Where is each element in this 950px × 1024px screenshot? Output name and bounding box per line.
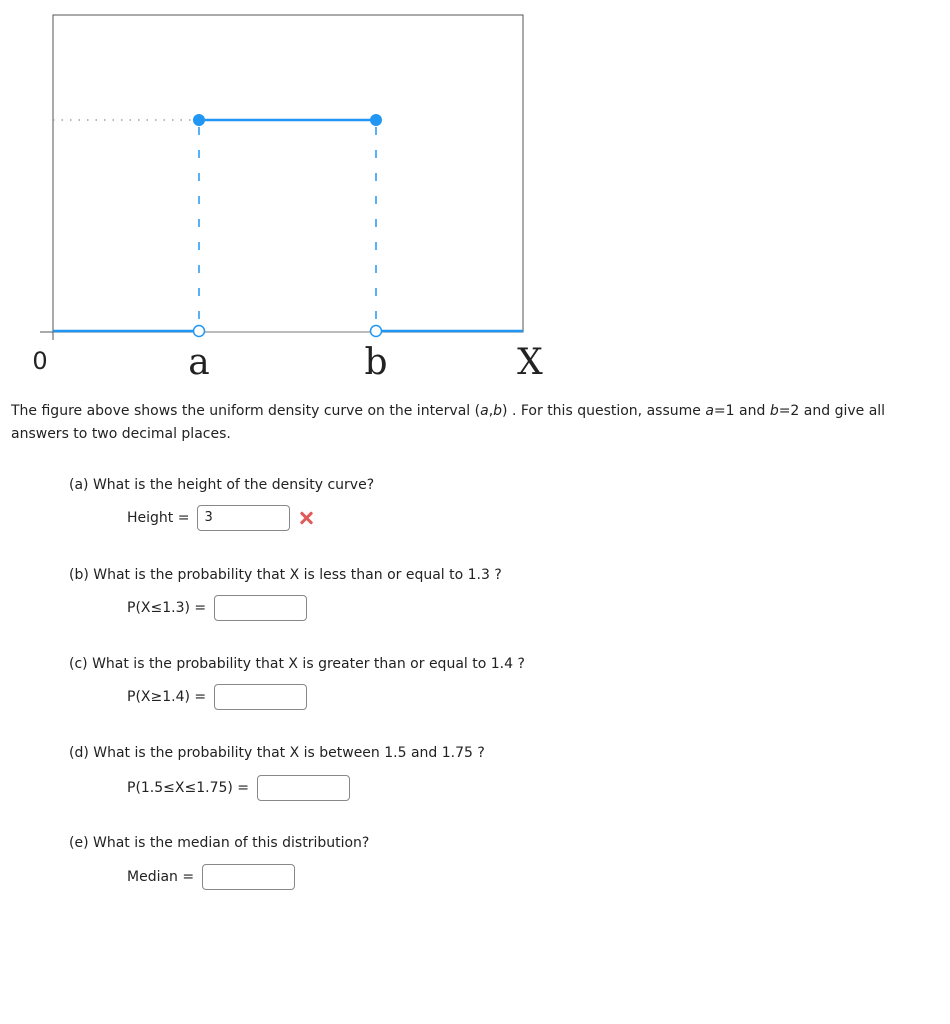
intro-text-1: The figure above shows the uniform density curve on the interval	[11, 403, 471, 419]
prob-le-label: P(X≤1.3) =	[127, 600, 207, 616]
prob-ge-label: P(X≥1.4) =	[127, 689, 207, 705]
question-c: (c) What is the probability that X is greater than or equal to 1.4 ?	[69, 656, 525, 672]
intro-paragraph	[11, 400, 946, 446]
a-open-point	[194, 326, 205, 337]
uniform-density-figure	[0, 0, 950, 390]
intro-text-3: and give all answers to two decimal places.	[11, 403, 886, 442]
plot-frame	[53, 15, 523, 332]
answer-row-e	[127, 864, 295, 890]
a-closed-point	[193, 114, 205, 126]
prob-le-input[interactable]	[214, 595, 307, 621]
median-label: Median =	[127, 869, 195, 885]
interval-expr: (a,b)	[474, 403, 512, 419]
prob-between-input[interactable]	[257, 775, 350, 801]
answer-row-b	[127, 595, 307, 621]
answer-row-a	[127, 505, 314, 531]
prob-between-label: P(1.5≤X≤1.75) =	[127, 780, 250, 796]
question-e: (e) What is the median of this distribution?	[69, 835, 370, 851]
origin-label: 0	[32, 347, 48, 375]
b-open-point	[371, 326, 382, 337]
answer-row-c	[127, 684, 307, 710]
b-equals: b=2	[769, 403, 804, 419]
median-input[interactable]	[202, 864, 295, 890]
x-axis-label: X	[517, 342, 543, 383]
question-b: (b) What is the probability that X is less than or equal to 1.3 ?	[69, 567, 502, 583]
b-label: b	[364, 342, 388, 383]
b-closed-point	[370, 114, 382, 126]
question-d: (d) What is the probability that X is between 1.5 and 1.75 ?	[69, 745, 485, 761]
a-equals: a=1	[705, 403, 740, 419]
height-label: Height =	[127, 510, 190, 526]
a-label: a	[188, 342, 210, 383]
intro-and: and	[739, 403, 766, 419]
prob-ge-input[interactable]	[214, 684, 307, 710]
answer-row-d	[127, 775, 350, 801]
intro-text-2: . For this question, assume	[511, 403, 701, 419]
incorrect-x-icon	[298, 510, 314, 526]
question-a: (a) What is the height of the density curve?	[69, 477, 375, 493]
height-input[interactable]: 3	[197, 505, 290, 531]
